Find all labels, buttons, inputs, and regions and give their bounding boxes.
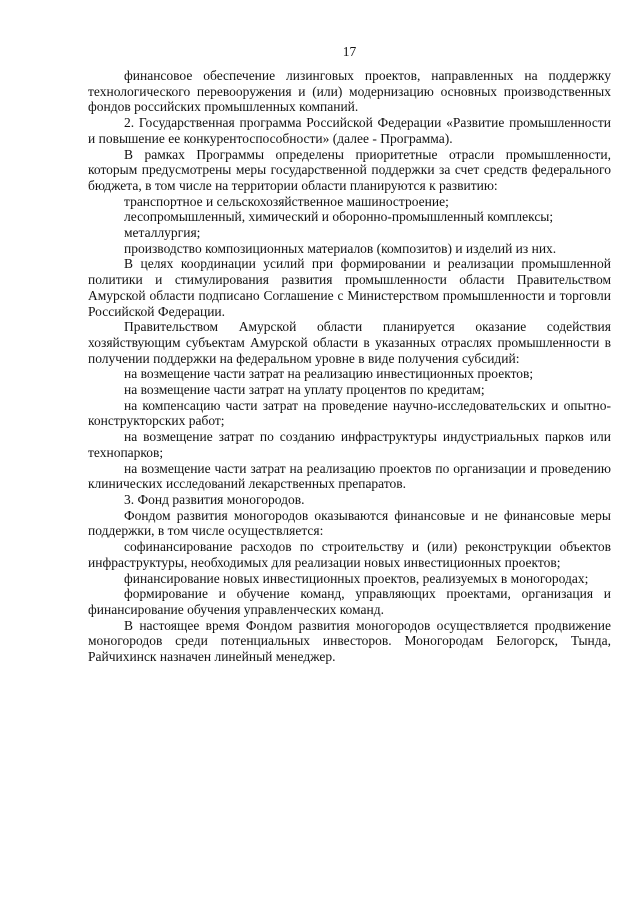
- paragraph-7: производство композиционных материалов (композитов) и изделий из них.: [124, 240, 557, 256]
- page-number: 17: [342, 44, 357, 59]
- paragraph-17: софинансирование расходов по строительству и (или) реконструкции объектов инфраструктуры, необходимых для реализации новых инвестиционных проектов;: [88, 539, 611, 570]
- paragraph-4: транспортное и сельскохозяйственное машиностроение;: [124, 193, 449, 209]
- paragraph-15: 3. Фонд развития моногородов.: [124, 491, 305, 507]
- paragraph-19: формирование и обучение команд, управляющих проектами, организация и финансирование обучения управленческих команд.: [88, 586, 611, 617]
- paragraph-3: В рамках Программы определены приоритетные отрасли промышленности, которым предусмотрены меры государственной поддержки за счет средств федерального бюджета, в том числе на территории области планируются к развитию:: [88, 146, 611, 193]
- paragraph-12: на компенсацию части затрат на проведение научно-исследовательских и опытно-конструкторских работ;: [88, 397, 611, 429]
- paragraph-13: на возмещение затрат по созданию инфраструктуры индустриальных парков или технопарков;: [88, 429, 611, 460]
- paragraph-14: на возмещение части затрат на реализацию проектов по организации и проведению клинических исследований лекарственных препаратов.: [88, 460, 611, 492]
- paragraph-16: Фондом развития моногородов оказываются финансовые и не финансовые меры поддержки, в том числе осуществляется:: [88, 507, 611, 539]
- document-body: [88, 68, 611, 665]
- paragraph-20: В настоящее время Фондом развития моногородов осуществляется продвижение моногородов среди потенциальных инвесторов. Моногородам Белогорск, Тында, Райчихинск назначен линейный менеджер.: [88, 617, 611, 665]
- paragraph-9: Правительством Амурской области планируется оказание содействия хозяйствующим субъектам Амурской области в указанных отраслях промышленности в получении поддержки на федеральном уровне в виде получения субсидий:: [88, 319, 611, 366]
- paragraph-6: металлургия;: [124, 225, 201, 241]
- paragraph-18: финансирование новых инвестиционных проектов, реализуемых в моногородах;: [124, 570, 589, 586]
- paragraph-11: на возмещение части затрат на уплату процентов по кредитам;: [124, 382, 485, 398]
- paragraph-8: В целях координации усилий при формировании и реализации промышленной политики и стимулирования развития промышленности области Правительством Амурской области подписано Соглашение с Министерством промышленности и торговли Российской Федерации.: [88, 256, 611, 319]
- paragraph-1: финансовое обеспечение лизинговых проектов, направленных на поддержку технологического перевооружения и (или) модернизацию основных производственных фондов российских промышленных компаний.: [88, 68, 611, 115]
- paragraph-5: лесопромышленный, химический и оборонно-промышленный комплексы;: [124, 209, 554, 225]
- paragraph-2: 2. Государственная программа Российской Федерации «Развитие промышленности и повышение ее конкурентоспособности» (далее - Программа).: [88, 115, 611, 146]
- paragraph-10: на возмещение части затрат на реализацию инвестиционных проектов;: [124, 366, 534, 382]
